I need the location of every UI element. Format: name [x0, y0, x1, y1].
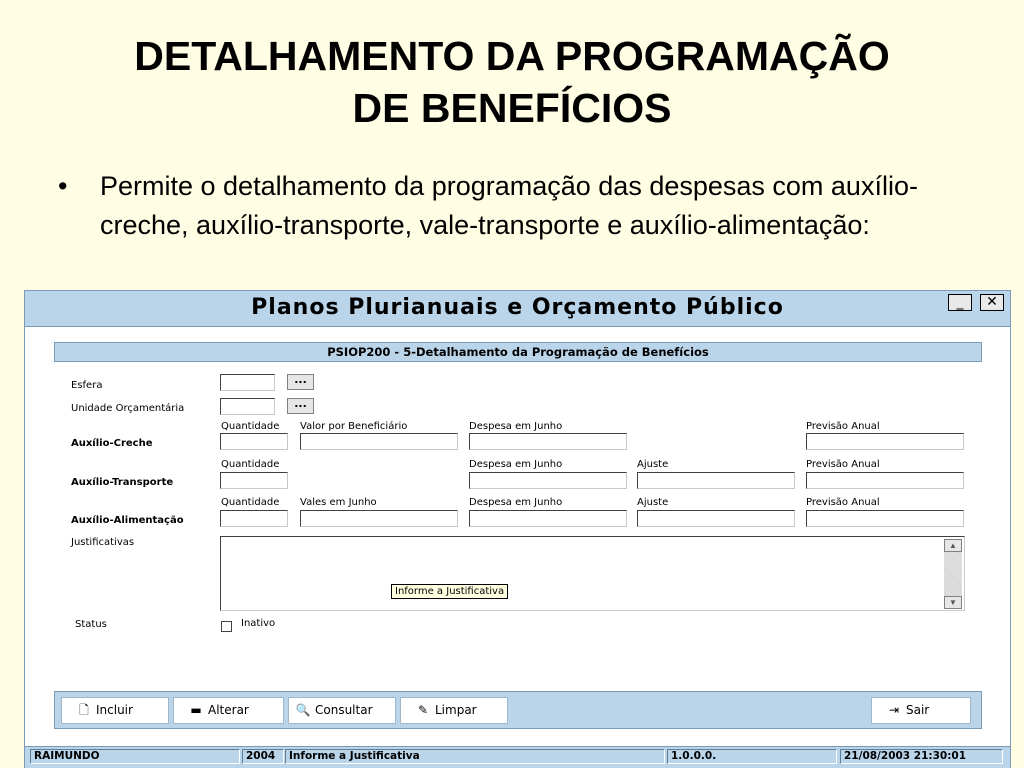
consultar-button[interactable]: [288, 697, 396, 724]
search-icon: 🔍: [295, 703, 311, 717]
inativo-label: Inativo: [241, 618, 276, 629]
consultar-label: Consultar: [315, 703, 373, 717]
screen-header: PSIOP200 - 5-Detalhamento da Programação de Benefícios: [54, 342, 982, 362]
creche-previsao-anual-label: Previsão Anual: [806, 421, 880, 432]
alimentacao-vales-junho-label: Vales em Junho: [300, 497, 377, 508]
slide-title: [0, 30, 1024, 134]
transporte-despesa-junho-input[interactable]: [469, 472, 627, 489]
alimentacao-ajuste-label: Ajuste: [637, 497, 669, 508]
sair-button[interactable]: [871, 697, 971, 724]
status-year: 2004: [242, 749, 284, 764]
creche-quantidade-input[interactable]: [220, 433, 288, 450]
transporte-previsao-anual-label: Previsão Anual: [806, 459, 880, 470]
slide-title-line-1: DETALHAMENTO DA PROGRAMAÇÃO: [134, 33, 890, 79]
transporte-quantidade-input[interactable]: [220, 472, 288, 489]
creche-despesa-junho-input[interactable]: [469, 433, 627, 450]
alterar-label: Alterar: [208, 703, 249, 717]
bullet-text: Permite o detalhamento da programação das despesas com auxílio-creche, auxílio-transporte, vale-transporte e auxílio-alimentação:: [100, 171, 918, 240]
alimentacao-quantidade-label: Quantidade: [221, 497, 280, 508]
transporte-despesa-junho-label: Despesa em Junho: [469, 459, 563, 470]
new-document-icon: 🗋: [79, 703, 89, 717]
creche-valor-beneficiario-input[interactable]: [300, 433, 458, 450]
close-button[interactable]: ✕: [980, 294, 1004, 311]
alimentacao-despesa-junho-label: Despesa em Junho: [469, 497, 563, 508]
alimentacao-previsao-anual-input[interactable]: [806, 510, 964, 527]
justificativas-textarea[interactable]: [220, 536, 965, 611]
action-toolbar: [54, 691, 982, 729]
limpar-button[interactable]: [400, 697, 508, 724]
inativo-checkbox[interactable]: [221, 621, 232, 632]
save-icon: ▬: [190, 703, 202, 717]
creche-valor-beneficiario-label: Valor por Beneficiário: [300, 421, 408, 432]
alimentacao-previsao-anual-label: Previsão Anual: [806, 497, 880, 508]
status-bar: [25, 746, 1010, 768]
incluir-label: Incluir: [96, 703, 133, 717]
transporte-ajuste-label: Ajuste: [637, 459, 669, 470]
auxilio-creche-label: Auxílio-Creche: [71, 438, 153, 449]
limpar-label: Limpar: [435, 703, 477, 717]
application-window: [24, 290, 1011, 768]
creche-despesa-junho-label: Despesa em Junho: [469, 421, 563, 432]
status-message: Informe a Justificativa: [285, 749, 665, 764]
transporte-previsao-anual-input[interactable]: [806, 472, 964, 489]
status-user: RAIMUNDO: [30, 749, 240, 764]
justificativas-label: Justificativas: [71, 537, 135, 548]
window-titlebar: [25, 291, 1010, 327]
alterar-button[interactable]: [173, 697, 284, 724]
esfera-label: Esfera: [71, 380, 103, 391]
unidade-lookup-button[interactable]: ...: [287, 398, 314, 414]
scroll-down-icon[interactable]: ▼: [944, 596, 962, 609]
eraser-icon: ✎: [417, 703, 429, 717]
status-label: Status: [75, 619, 107, 630]
sair-label: Sair: [906, 703, 930, 717]
esfera-lookup-button[interactable]: ...: [287, 374, 314, 390]
status-datetime: 21/08/2003 21:30:01: [840, 749, 1003, 764]
creche-previsao-anual-input[interactable]: [806, 433, 964, 450]
exit-door-icon: ⇥: [888, 703, 900, 717]
alimentacao-ajuste-input[interactable]: [637, 510, 795, 527]
scroll-up-icon[interactable]: ▲: [944, 539, 962, 552]
incluir-button[interactable]: [61, 697, 169, 724]
creche-quantidade-label: Quantidade: [221, 421, 280, 432]
transporte-ajuste-input[interactable]: [637, 472, 795, 489]
unidade-orcamentaria-label: Unidade Orçamentária: [71, 403, 185, 414]
transporte-quantidade-label: Quantidade: [221, 459, 280, 470]
window-title: Planos Plurianuais e Orçamento Público: [251, 295, 784, 320]
status-version: 1.0.0.0.: [667, 749, 837, 764]
esfera-input[interactable]: [220, 374, 275, 391]
alimentacao-vales-junho-input[interactable]: [300, 510, 458, 527]
alimentacao-quantidade-input[interactable]: [220, 510, 288, 527]
unidade-orcamentaria-input[interactable]: [220, 398, 275, 415]
justificativa-tooltip: Informe a Justificativa: [391, 584, 508, 599]
alimentacao-despesa-junho-input[interactable]: [469, 510, 627, 527]
auxilio-transporte-label: Auxílio-Transporte: [71, 477, 174, 488]
minimize-button[interactable]: _: [948, 294, 972, 311]
bullet-icon: •: [58, 171, 68, 201]
slide-title-line-2: DE BENEFÍCIOS: [352, 85, 672, 131]
justificativas-scrollbar[interactable]: [944, 539, 962, 609]
auxilio-alimentacao-label: Auxílio-Alimentação: [71, 515, 184, 526]
